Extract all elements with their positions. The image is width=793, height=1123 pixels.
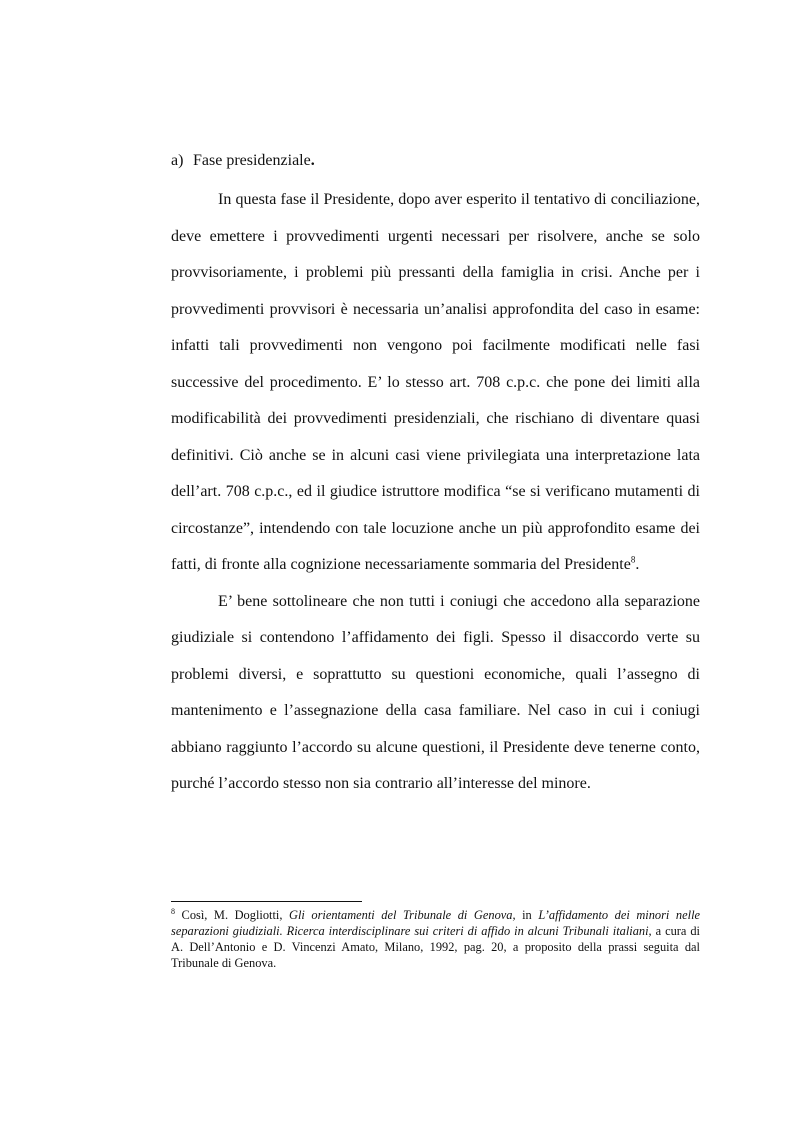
footnote-title-2: L’affidamento dei minori nelle separazioni giudiziali. Ricerca interdisciplinare sui criteri di affido in alcuni Tribunali italiani,: [171, 908, 701, 938]
section-heading: [171, 150, 315, 172]
section-title: Fase presidenziale: [193, 152, 311, 169]
footnote-part-3: a cura di A. Dell’Antonio e D. Vincenzi Amato, Milano, 1992, pag. 20, a proposito della prassi seguita dal Tribunale di Genova.: [171, 924, 700, 970]
paragraph-2-text: E’ bene sottolineare che non tutti i coniugi che accedono alla separazione giudiziale si contendono l’affidamento dei figli. Spesso il disaccordo verte su problemi diversi, e soprattutto su questioni economiche, quali l’assegno di mantenimento e l’assegnazione della casa familiare. Nel caso in cui i coniugi abbiano raggiunto l’accordo su alcune questioni, il Presidente deve tenerne conto, purché l’accordo stesso non sia contrario all’interesse del minore.: [171, 592, 700, 792]
paragraph-1-end: .: [635, 556, 640, 573]
section-label: a): [171, 152, 184, 169]
footnote-part-1: Così, M. Dogliotti,: [175, 908, 290, 922]
footnote: [171, 907, 700, 971]
body-text: [171, 182, 700, 803]
footnote-number: 8: [171, 906, 175, 916]
footnote-separator: [171, 901, 362, 902]
paragraph-1-text: In questa fase il Presidente, dopo aver esperito il tentativo di conciliazione, deve emettere i provvedimenti urgenti necessari per risolvere, anche se solo provvisoriamente, i problemi più pressanti della famiglia in crisi. Anche per i provvedimenti provvisori è necessaria un’analisi approfondita del caso in esame: infatti tali provvedimenti non vengono poi facilmente modificati nelle fasi successive del procedimento. E’ lo stesso art. 708 c.p.c. che pone dei limiti alla modificabilità dei provvedimenti presidenziali, che rischiano di diventare quasi definitivi. Ciò anche se in alcuni casi viene privilegiata una interpretazione lata dell’art. 708 c.p.c., ed il giudice istruttore modifica “se si verificano mutamenti di circostanze”, intendendo con tale locuzione anche un più approfondito esame dei fatti, di fronte alla cognizione necessariamente sommaria del Presidente: [171, 191, 700, 573]
section-title-period: .: [310, 152, 315, 169]
paragraph-2: [171, 584, 700, 803]
footnote-title-1: Gli orientamenti del Tribunale di Genova,: [289, 908, 516, 922]
footnote-reference: 8: [630, 554, 636, 565]
paragraph-1: [171, 182, 700, 584]
footnote-part-2: in: [515, 908, 539, 922]
